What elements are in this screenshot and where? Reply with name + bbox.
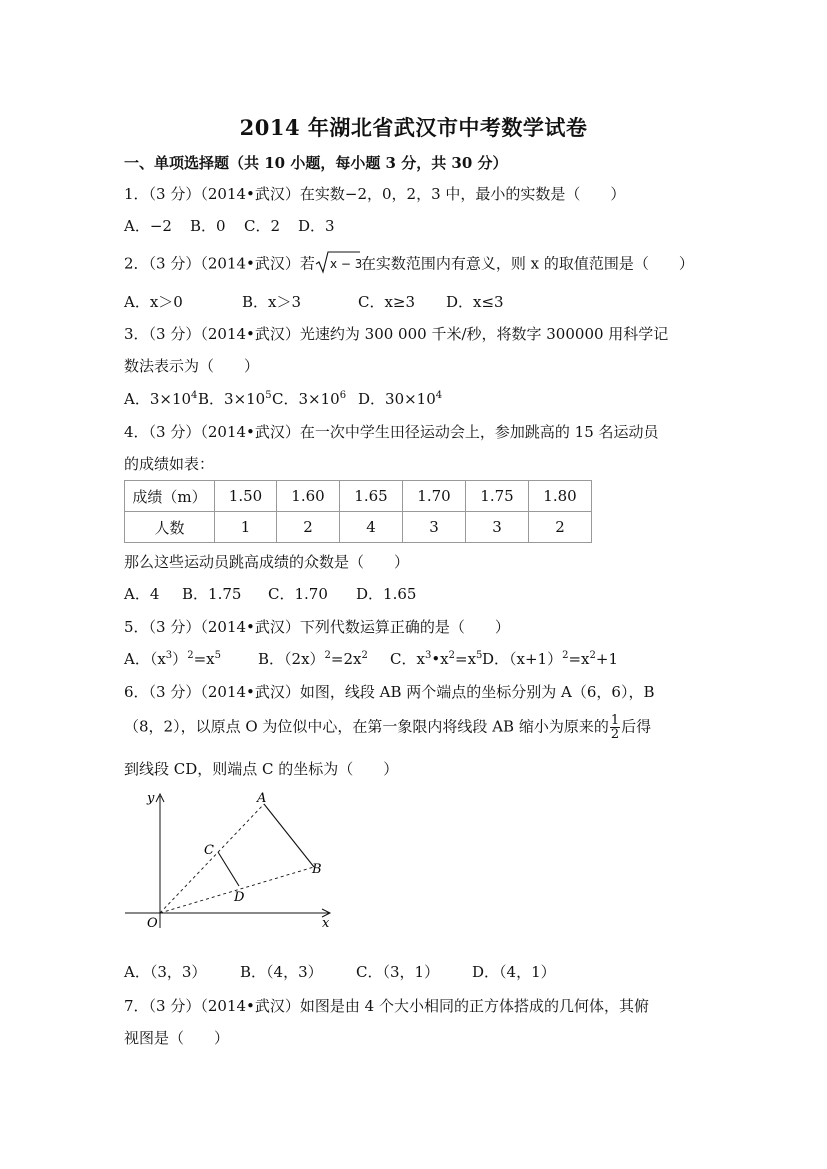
table-cell: 1.75 xyxy=(466,481,529,512)
sqrt-expression xyxy=(315,250,361,279)
q3-b-base: B．3×10 xyxy=(198,390,266,408)
q2-stem-post: 在实数范围内有意义，则 x 的取值范围是（ ） xyxy=(360,254,694,273)
q6-stem-line1: 6．（3 分）（2014•武汉）如图，线段 AB 两个端点的坐标分别为 A（6，6），B xyxy=(124,683,655,701)
table-cell: 1.60 xyxy=(277,481,340,512)
q5-option-b[interactable] xyxy=(258,649,390,669)
q3-a-exp: 4 xyxy=(191,390,198,401)
table-cell: 4 xyxy=(340,512,403,543)
table-cell: 2 xyxy=(529,512,592,543)
coordinate-figure xyxy=(122,790,342,935)
fraction xyxy=(610,714,620,741)
label-x: x xyxy=(322,916,330,931)
q3-c-exp: 6 xyxy=(339,390,347,401)
q3-b-exp: 5 xyxy=(265,390,272,401)
q5-d-part: =x xyxy=(568,650,590,668)
q4-option-a[interactable]: A．4 xyxy=(124,585,160,603)
table-cell: 1.50 xyxy=(215,481,277,512)
q6-options xyxy=(124,962,556,982)
q5-option-d[interactable] xyxy=(482,649,618,669)
q4-option-d[interactable]: D．1.65 xyxy=(356,585,417,603)
q5-stem: 5．（3 分）（2014•武汉）下列代数运算正确的是（ ） xyxy=(124,618,510,636)
q7-stem-line1: 7．（3 分）（2014•武汉）如图是由 4 个大小相同的正方体搭成的几何体，其俯 xyxy=(124,997,649,1015)
q6-option-a[interactable]: A．（3，3） xyxy=(124,963,207,981)
q2-option-c[interactable]: C．x≥3 xyxy=(358,293,416,311)
q3-d-exp: 4 xyxy=(435,390,443,401)
q4-option-c[interactable]: C．1.70 xyxy=(268,585,328,603)
fraction-numerator: 1 xyxy=(610,713,620,728)
q6-stem-part: （8，2），以原点 O 为位似中心，在第一象限内将线段 AB 缩小为原来的 xyxy=(124,717,609,736)
q3-stem-line2: 数法表示为（ ） xyxy=(124,357,260,375)
q6-option-b[interactable]: B．（4，3） xyxy=(240,963,323,981)
q2-stem xyxy=(124,250,694,279)
q3-c-base: C．3×10 xyxy=(272,390,340,408)
q5-b-exp: 2 xyxy=(361,650,368,661)
q2-option-d[interactable]: D．x≤3 xyxy=(446,293,504,311)
radical-sign-icon xyxy=(315,250,361,274)
q3-stem-line1: 3．（3 分）（2014•武汉）光速约为 300 000 千米/秒，将数字 300000 用科学记 xyxy=(124,325,669,343)
radicand: x − 3 xyxy=(329,257,361,271)
q5-c-exp: 3 xyxy=(424,650,432,661)
q5-c-part: •x xyxy=(431,650,449,668)
table-cell: 3 xyxy=(466,512,529,543)
label-o: O xyxy=(147,916,158,931)
q5-a-part: =x xyxy=(193,650,215,668)
q1-option-c[interactable]: C．2 xyxy=(244,217,281,235)
q3-d-base: D．30×10 xyxy=(358,390,436,408)
q3-option-b[interactable] xyxy=(198,389,272,409)
q5-d-exp: 2 xyxy=(589,650,596,661)
label-b: B xyxy=(312,862,322,877)
label-c: C xyxy=(204,843,214,858)
q4-stem-line2: 的成绩如表： xyxy=(124,455,215,473)
score-table xyxy=(124,480,592,543)
q5-b-part: B．（2x） xyxy=(258,650,325,668)
q5-c-exp: 2 xyxy=(448,650,455,661)
label-y: y xyxy=(147,791,155,806)
q5-a-exp: 2 xyxy=(187,650,194,661)
q4-options xyxy=(124,584,416,604)
label-d: D xyxy=(234,890,245,905)
q5-d-part: D．（x+1） xyxy=(482,650,563,668)
q5-a-part: A．（x xyxy=(124,650,166,668)
q2-option-b[interactable]: B．x＞3 xyxy=(242,293,302,311)
q5-options xyxy=(124,649,618,669)
q6-stem-part: 后得 xyxy=(621,717,652,736)
q6-option-d[interactable]: D．（4，1） xyxy=(472,963,556,981)
q3-a-base: A．3×10 xyxy=(124,390,192,408)
q5-d-exp: 2 xyxy=(562,650,569,661)
table-cell: 1 xyxy=(215,512,277,543)
fraction-denominator: 2 xyxy=(610,727,620,742)
q3-option-c[interactable] xyxy=(272,389,358,409)
page-title: 2014 年湖北省武汉市中考数学试卷 xyxy=(239,115,588,140)
q1-option-d[interactable]: D．3 xyxy=(298,217,335,235)
table-row xyxy=(125,512,592,543)
q1-stem: 1．（3 分）（2014•武汉）在实数−2，0，2，3 中，最小的实数是（ ） xyxy=(124,185,626,203)
q5-d-part: +1 xyxy=(595,650,619,668)
q4-stem-line3: 那么这些运动员跳高成绩的众数是（ ） xyxy=(124,553,410,571)
q5-c-part: C．x xyxy=(390,650,425,668)
q1-options xyxy=(124,216,335,236)
table-cell: 2 xyxy=(277,512,340,543)
q2-options xyxy=(124,292,504,312)
q5-b-part: =2x xyxy=(330,650,362,668)
q1-option-a[interactable]: A．−2 xyxy=(124,217,172,235)
segment-ab xyxy=(264,804,314,867)
q5-option-a[interactable] xyxy=(124,649,258,669)
ray-oa xyxy=(160,804,264,913)
q6-option-c[interactable]: C．（3，1） xyxy=(356,963,440,981)
q5-option-c[interactable] xyxy=(390,649,482,669)
table-cell: 1.70 xyxy=(403,481,466,512)
table-cell: 1.65 xyxy=(340,481,403,512)
q3-option-d[interactable] xyxy=(358,389,442,409)
table-cell: 1.80 xyxy=(529,481,592,512)
q5-a-exp: 5 xyxy=(214,650,221,661)
q1-option-b[interactable]: B．0 xyxy=(190,217,226,235)
segment-cd xyxy=(218,852,239,886)
q7-stem-line2: 视图是（ ） xyxy=(124,1029,230,1047)
table-header-cell: 成绩（m） xyxy=(125,481,215,512)
q5-b-exp: 2 xyxy=(324,650,331,661)
q2-option-a[interactable]: A．x＞0 xyxy=(124,293,183,311)
q2-stem-pre: 2．（3 分）（2014•武汉）若 xyxy=(124,254,315,273)
q5-c-exp: 5 xyxy=(476,650,483,661)
table-cell: 3 xyxy=(403,512,466,543)
q6-stem-line3: 到线段 CD，则端点 C 的坐标为（ ） xyxy=(124,760,399,778)
q4-option-b[interactable]: B．1.75 xyxy=(182,585,242,603)
table-header-cell: 人数 xyxy=(125,512,215,543)
q5-a-exp: 3 xyxy=(165,650,173,661)
section-heading: 一、单项选择题（共 10 小题，每小题 3 分，共 30 分） xyxy=(124,154,508,172)
label-a: A xyxy=(257,791,267,806)
table-row xyxy=(125,481,592,512)
q5-a-part: ） xyxy=(172,650,188,668)
q4-stem-line1: 4．（3 分）（2014•武汉）在一次中学生田径运动会上，参加跳高的 15 名运动员 xyxy=(124,423,659,441)
q3-options xyxy=(124,389,442,409)
q5-c-part: =x xyxy=(455,650,477,668)
q3-option-a[interactable] xyxy=(124,389,198,409)
q6-stem-line2 xyxy=(124,714,651,741)
